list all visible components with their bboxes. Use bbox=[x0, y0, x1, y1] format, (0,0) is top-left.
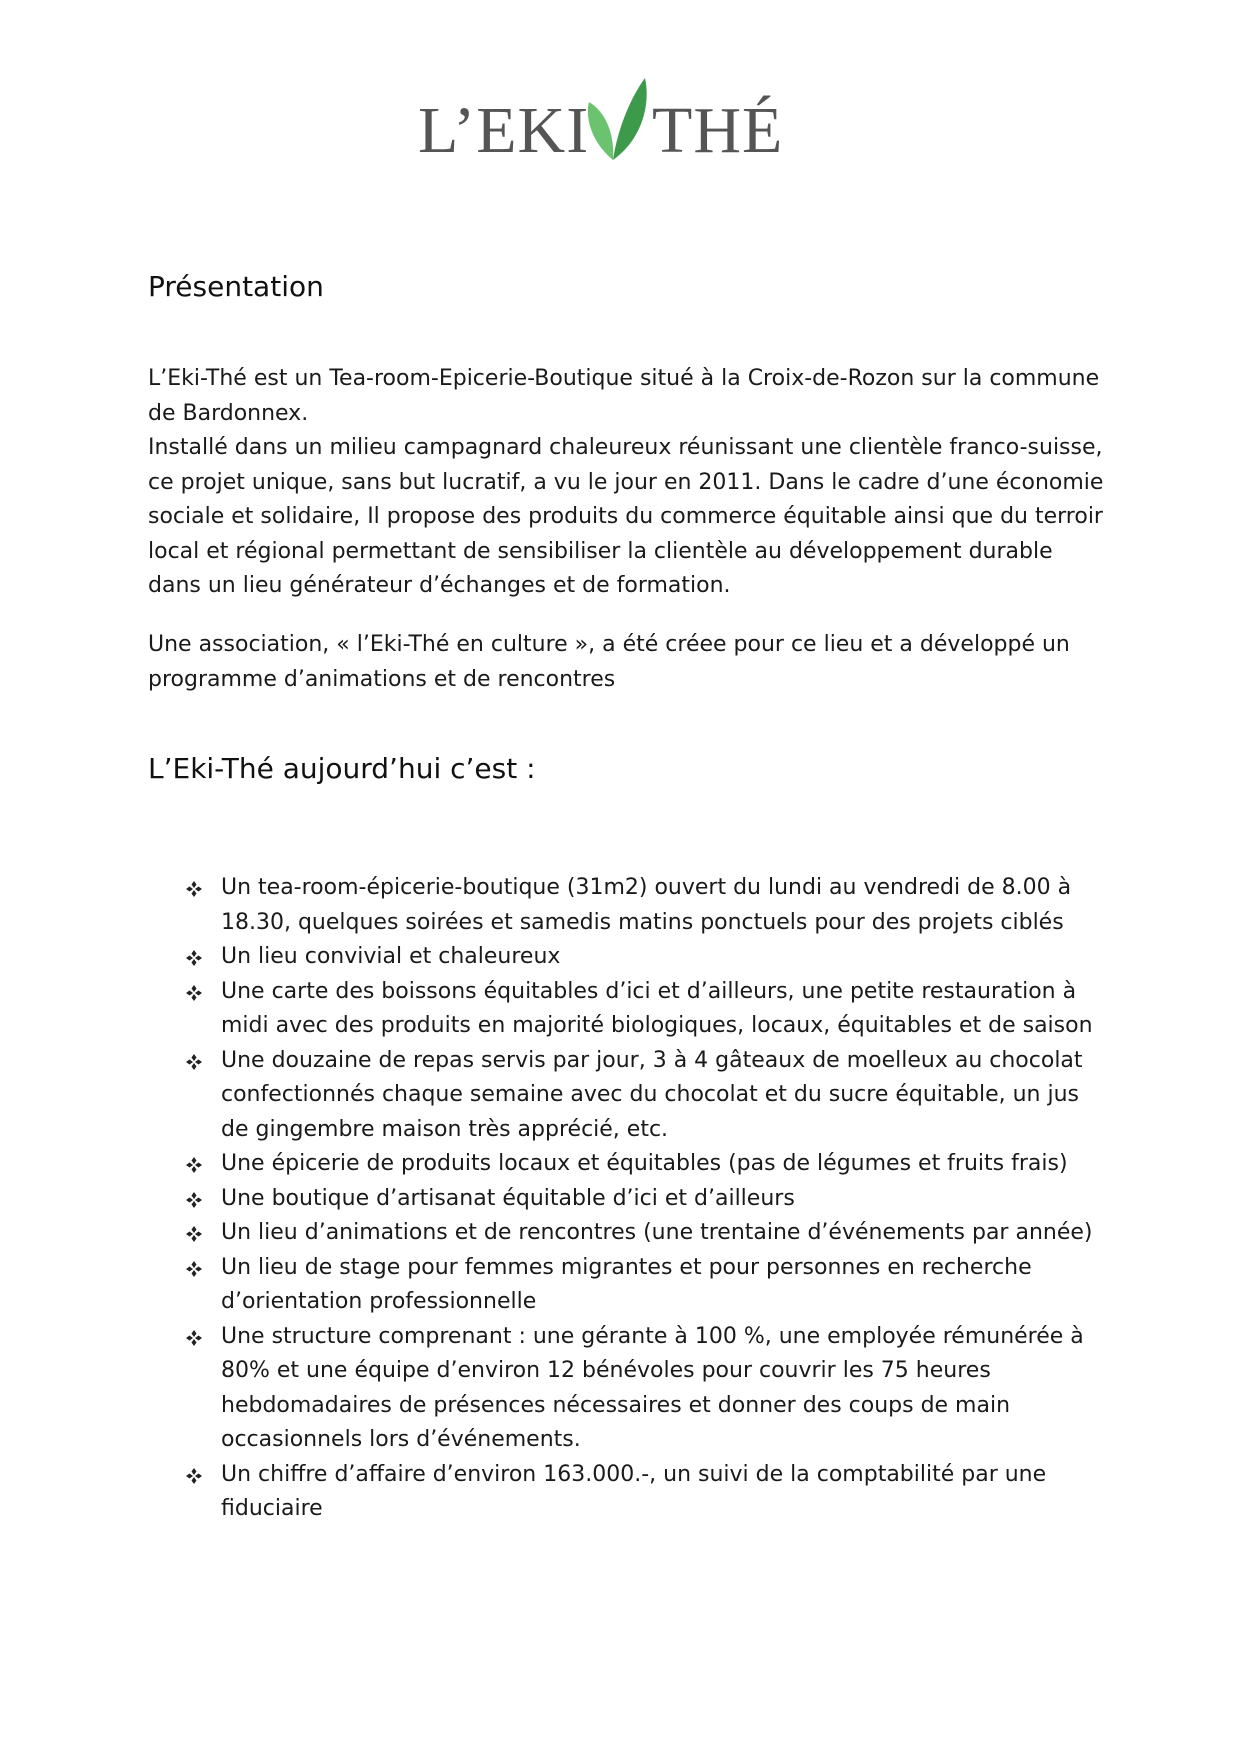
list-item-text: Un tea-room-épicerie-boutique (31m2) ouvert du lundi au vendredi de 8.00 à 18.30, quelques soirées et samedis matins ponctuels pour des projets ciblés bbox=[221, 875, 1072, 935]
section-title-presentation: Présentation bbox=[148, 270, 324, 303]
four-diamond-bullet-icon bbox=[185, 1191, 203, 1209]
presentation-paragraph-line: Installé dans un milieu campagnard chaleureux réunissant une clientèle franco-suisse, ce projet unique, sans but lucratif, a vu le jour en 2011. Dans le cadre d’une économie sociale et solidaire, Il propose des produits du commerce équitable ainsi que du terroir local et régional permettant de sensibiliser la clientèle au développement durable dans un lieu générateur d’échanges et de formation. bbox=[148, 435, 1104, 598]
four-diamond-bullet-icon bbox=[185, 1260, 203, 1278]
section-title-today: L’Eki-Thé aujourd’hui c’est : bbox=[148, 752, 536, 785]
today-bullet-list bbox=[185, 871, 1110, 1527]
four-diamond-bullet-icon bbox=[185, 1053, 203, 1071]
list-item-text: Un lieu d’animations et de rencontres (une trentaine d’événements par année) bbox=[221, 1220, 1093, 1245]
list-item bbox=[185, 1251, 1110, 1320]
presentation-paragraph-line: L’Eki-Thé est un Tea-room-Epicerie-Boutique situé à la Croix-de-Rozon sur la commune de Bardonnex. bbox=[148, 366, 1100, 426]
list-item bbox=[185, 1458, 1110, 1527]
list-item-text: Une douzaine de repas servis par jour, 3 à 4 gâteaux de moelleux au chocolat confectionnés chaque semaine avec du chocolat et du sucre équitable, un jus de gingembre maison très apprécié, etc. bbox=[221, 1047, 1083, 1142]
list-item-text: Une épicerie de produits locaux et équitables (pas de légumes et fruits frais) bbox=[221, 1151, 1068, 1176]
list-item bbox=[185, 1182, 1110, 1217]
association-paragraph: Une association, « l’Eki-Thé en culture », a été créee pour ce lieu et a développé un programme d’animations et de rencontres bbox=[148, 632, 1070, 692]
four-diamond-bullet-icon bbox=[185, 1225, 203, 1243]
presentation-paragraph bbox=[148, 362, 1108, 604]
logo-graphic bbox=[418, 72, 798, 162]
leaf-icon bbox=[588, 78, 647, 160]
list-item-text: Un lieu de stage pour femmes migrantes et pour personnes en recherche d’orientation professionnelle bbox=[221, 1254, 1032, 1314]
list-item-text: Un chiffre d’affaire d’environ 163.000.-, un suivi de la comptabilité par une fiduciaire bbox=[221, 1461, 1047, 1521]
four-diamond-bullet-icon bbox=[185, 1156, 203, 1174]
brand-logo bbox=[418, 72, 798, 162]
list-item bbox=[185, 1147, 1110, 1182]
list-item bbox=[185, 940, 1110, 975]
four-diamond-bullet-icon bbox=[185, 880, 203, 898]
four-diamond-bullet-icon bbox=[185, 949, 203, 967]
logo-text-left: L’EKI bbox=[418, 94, 590, 162]
logo-text-right: THÉ bbox=[652, 94, 784, 162]
list-item bbox=[185, 871, 1110, 940]
four-diamond-bullet-icon bbox=[185, 1467, 203, 1485]
four-diamond-bullet-icon bbox=[185, 984, 203, 1002]
list-item-text: Un lieu convivial et chaleureux bbox=[221, 944, 561, 969]
list-item bbox=[185, 975, 1110, 1044]
list-item bbox=[185, 1044, 1110, 1148]
four-diamond-bullet-icon bbox=[185, 1329, 203, 1347]
list-item bbox=[185, 1216, 1110, 1251]
list-item bbox=[185, 1320, 1110, 1458]
list-item-text: Une structure comprenant : une gérante à 100 %, une employée rémunérée à 80% et une équipe d’environ 12 bénévoles pour couvrir les 75 heures hebdomadaires de présences nécessaires et donner des coups de main occasionnels lors d’événements. bbox=[221, 1323, 1084, 1452]
list-item-text: Une carte des boissons équitables d’ici et d’ailleurs, une petite restauration à midi avec des produits en majorité biologiques, locaux, équitables et de saison bbox=[221, 978, 1093, 1038]
list-item-text: Une boutique d’artisanat équitable d’ici et d’ailleurs bbox=[221, 1185, 795, 1211]
